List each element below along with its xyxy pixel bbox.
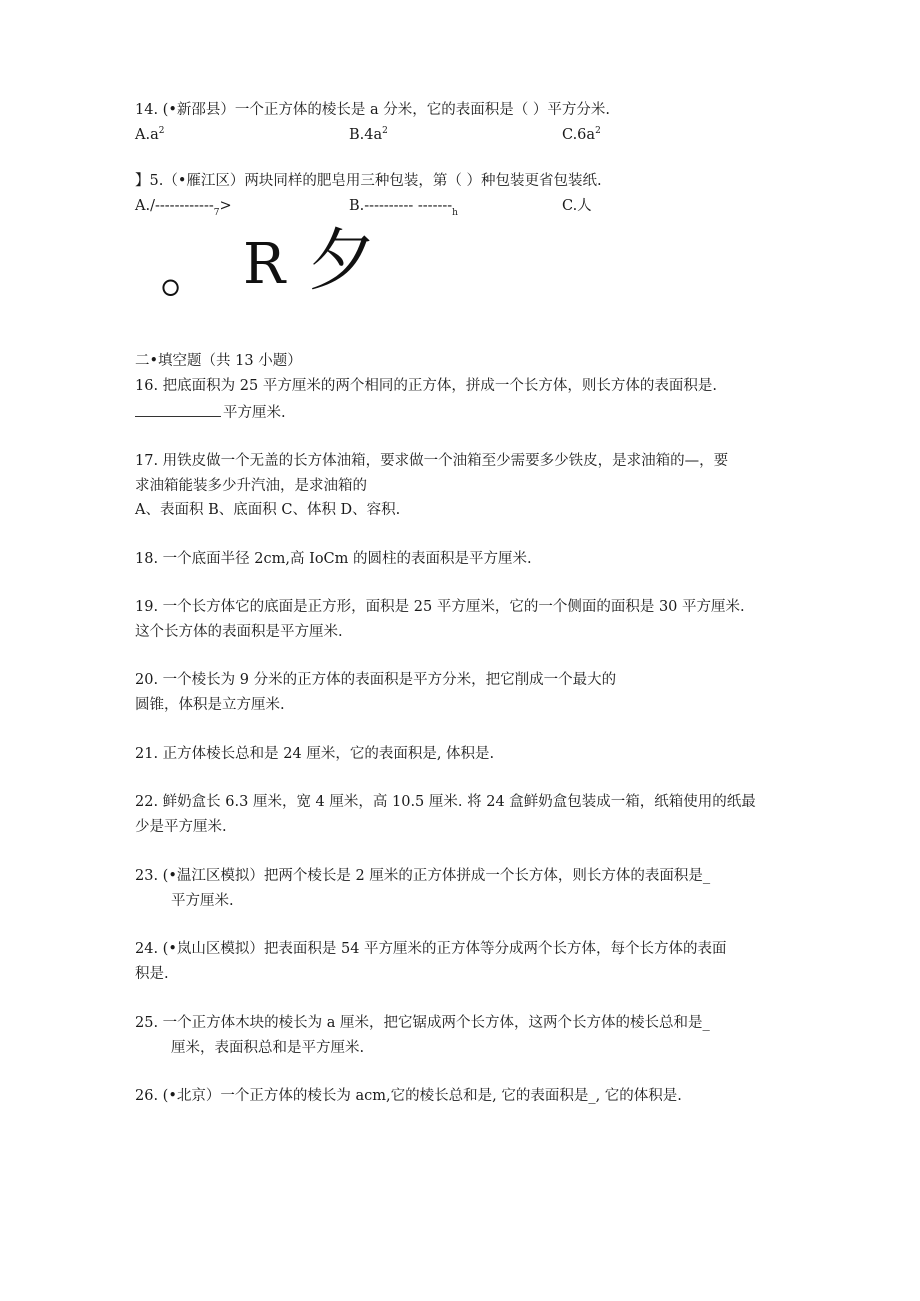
q15-option-b xyxy=(349,196,458,218)
q19-line2: 这个长方体的表面积是平方厘米. xyxy=(135,624,343,640)
q14-option-c-exponent: 2 xyxy=(595,126,601,136)
q14-option-c xyxy=(562,125,601,147)
q16-line2 xyxy=(135,402,286,423)
q15-option-c: C.人 xyxy=(562,198,592,214)
figure-glyph-r: R xyxy=(243,232,286,297)
figure-glyph-xi: 夕 xyxy=(308,222,377,301)
q15-option-a-label: A./------------ xyxy=(135,198,214,214)
q15-option-b-label: B.---------- ------- xyxy=(349,198,453,214)
q17-line2: 求油箱能装多少升汽油，是求油箱的 xyxy=(135,478,367,494)
q20-line2: 圆锥，体积是立方厘米. xyxy=(135,697,285,713)
q15-stem: 】5.（•雁江区）两块同样的肥皂用三种包装，第（ ）种包装更省包装纸. xyxy=(135,173,602,189)
q26-line1: 26. (•北京）一个正方体的棱长为 acm,它的棱长总和是, 它的表面积是_, 它的体积是. xyxy=(135,1088,682,1104)
q18-line1: 18. 一个底面半径 2cm,高 IoCm 的圆柱的表面积是平方厘米. xyxy=(135,551,532,567)
section-title: 二•填空题（共 13 小题） xyxy=(135,353,302,369)
q23-line1: 23. (•温江区模拟）把两个棱长是 2 厘米的正方体拼成一个长方体，则长方体的表面积是_ xyxy=(135,868,711,884)
q16-line2-text: 平方厘米. xyxy=(223,405,286,421)
q25-line1: 25. 一个正方体木块的棱长为 a 厘米，把它锯成两个长方体，这两个长方体的棱长总和是_ xyxy=(135,1015,710,1031)
q17-line1: 17. 用铁皮做一个无盖的长方体油箱，要求做一个油箱至少需要多少铁皮，是求油箱的—，要 xyxy=(135,453,729,469)
q23-line2: 平方厘米. xyxy=(171,893,234,909)
q25-line2: 厘米，表面积总和是平方厘米. xyxy=(171,1040,365,1056)
q15-option-a-subscript: 7 xyxy=(213,208,220,218)
q21-line1: 21. 正方体棱长总和是 24 厘米，它的表面积是, 体积是. xyxy=(135,746,495,762)
q14-stem: 14. (•新邵县）一个正方体的棱长是 a 分米，它的表面积是（ ）平方分米. xyxy=(135,102,610,118)
figure-glyph-circle: 。 xyxy=(160,237,219,305)
q14-option-a-exponent: 2 xyxy=(158,126,165,136)
q17-line3: A、表面积 B、底面积 C、体积 D、容积. xyxy=(135,502,401,518)
q14-option-b-exponent: 2 xyxy=(382,126,388,136)
q16-line1: 16. 把底面积为 25 平方厘米的两个相同的正方体，拼成一个长方体，则长方体的表面积是. xyxy=(135,378,717,394)
q15-option-a xyxy=(135,196,232,218)
answer-blank xyxy=(135,402,221,417)
q15-option-a-tail: > xyxy=(219,198,232,214)
q20-line1: 20. 一个棱长为 9 分米的正方体的表面积是平方分米，把它削成一个最大的 xyxy=(135,672,617,688)
q14-option-b xyxy=(349,125,388,147)
q19-line1: 19. 一个长方体它的底面是正方形，面积是 25 平方厘米，它的一个侧面的面积是 30 平方厘米. xyxy=(135,599,745,615)
q14-option-a-label: A.a xyxy=(135,127,159,143)
q14-option-a xyxy=(135,125,164,147)
q14-option-b-label: B.4a xyxy=(349,127,383,143)
q24-line1: 24. (•岚山区模拟）把表面积是 54 平方厘米的正方体等分成两个长方体，每个长方体的表面 xyxy=(135,941,727,957)
q14-option-c-label: C.6a xyxy=(562,127,596,143)
q15-option-b-subscript: h xyxy=(452,208,458,218)
q22-line2: 少是平方厘米. xyxy=(135,819,227,835)
q22-line1: 22. 鲜奶盒长 6.3 厘米，宽 4 厘米，高 10.5 厘米. 将 24 盒鲜奶盒包装成一箱，纸箱使用的纸最 xyxy=(135,794,756,810)
q24-line2: 积是. xyxy=(135,966,169,982)
